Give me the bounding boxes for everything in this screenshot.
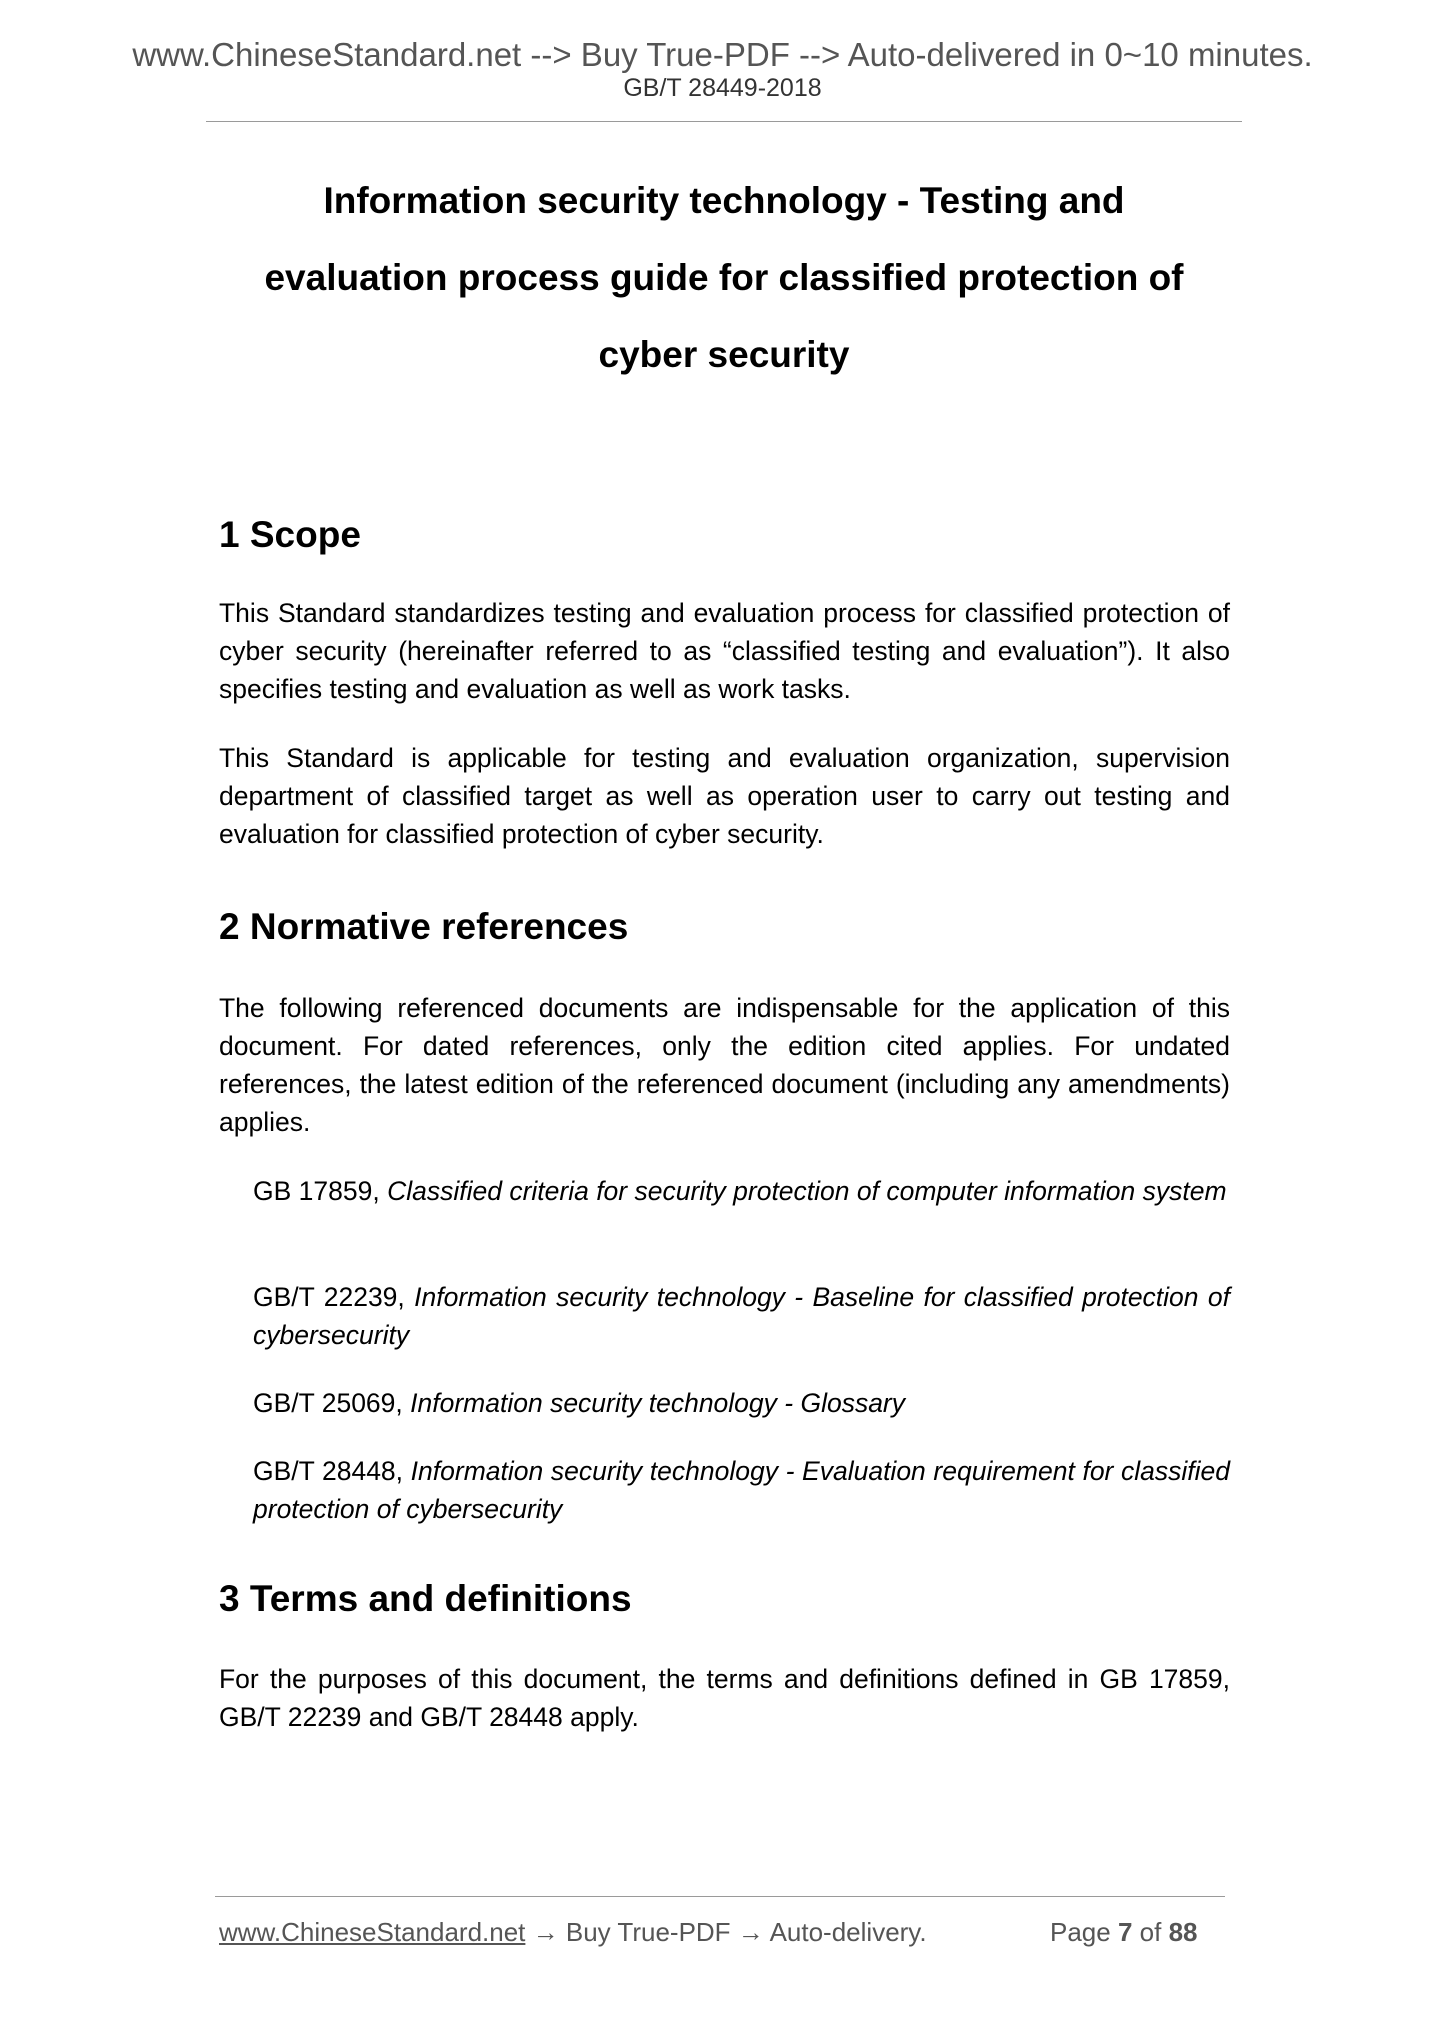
reference-code: GB/T 22239,: [253, 1282, 415, 1312]
reference-code: GB/T 25069,: [253, 1388, 411, 1418]
reference-code: GB 17859,: [253, 1176, 388, 1206]
reference-item: [253, 1384, 1230, 1422]
section-heading-normative-references: 2 Normative references: [219, 906, 629, 947]
footer-site-link[interactable]: www.ChineseStandard.net: [219, 1917, 526, 1947]
reference-title: Classified criteria for security protection of computer information system: [387, 1176, 1227, 1206]
reference-item: [253, 1172, 1230, 1210]
of-word: of: [1132, 1917, 1169, 1947]
section-heading-terms-and-definitions: 3 Terms and definitions: [219, 1578, 632, 1619]
reference-title: Information security technology - Glossary: [410, 1388, 906, 1418]
footer-divider: [215, 1896, 1225, 1897]
footer-left: [219, 1917, 927, 1948]
title-line-1: Information security technology - Testing and: [323, 180, 1125, 221]
reference-item: [253, 1452, 1230, 1528]
page-word: Page: [1050, 1917, 1118, 1947]
reference-title: Information security technology - Baseline for classified protection of cybersecurity: [253, 1282, 1230, 1350]
title-line-2: evaluation process guide for classified protection of: [264, 257, 1184, 298]
top-banner: www.ChineseStandard.net --> Buy True-PDF --> Auto-delivered in 0~10 minutes.: [132, 36, 1313, 73]
footer-tagline: → Buy True-PDF → Auto-delivery.: [525, 1917, 927, 1947]
scope-paragraph-1: This Standard standardizes testing and evaluation process for classified protection of cyber security (hereinafter referred to as “classified testing and evaluation”). It also specifies testing and evaluation as well as work tasks.: [219, 598, 1230, 704]
section-heading-scope: 1 Scope: [219, 514, 361, 555]
total-pages: 88: [1168, 1917, 1198, 1947]
reference-code: GB/T 28448,: [253, 1456, 411, 1486]
reference-item: [253, 1278, 1230, 1354]
standard-code: GB/T 28449-2018: [623, 74, 822, 102]
title-line-3: cyber security: [598, 334, 850, 375]
reference-title: Information security technology - Evaluation requirement for classified protection of cybersecurity: [253, 1456, 1230, 1524]
scope-paragraph-2: This Standard is applicable for testing and evaluation organization, supervision department of classified target as well as operation user to carry out testing and evaluation for classified protection of cyber security.: [219, 743, 1230, 849]
terms-paragraph: For the purposes of this document, the terms and definitions defined in GB 17859, GB/T 22239 and GB/T 28448 apply.: [219, 1664, 1230, 1732]
page-number: 7: [1117, 1917, 1133, 1947]
document-title: [206, 162, 1242, 393]
header-divider: [206, 121, 1242, 122]
page-indicator: [1050, 1917, 1197, 1948]
normative-references-paragraph: The following referenced documents are indispensable for the application of this document. For dated references, only the edition cited applies. For undated references, the latest edition of the referenced document (including any amendments) applies.: [219, 993, 1230, 1137]
